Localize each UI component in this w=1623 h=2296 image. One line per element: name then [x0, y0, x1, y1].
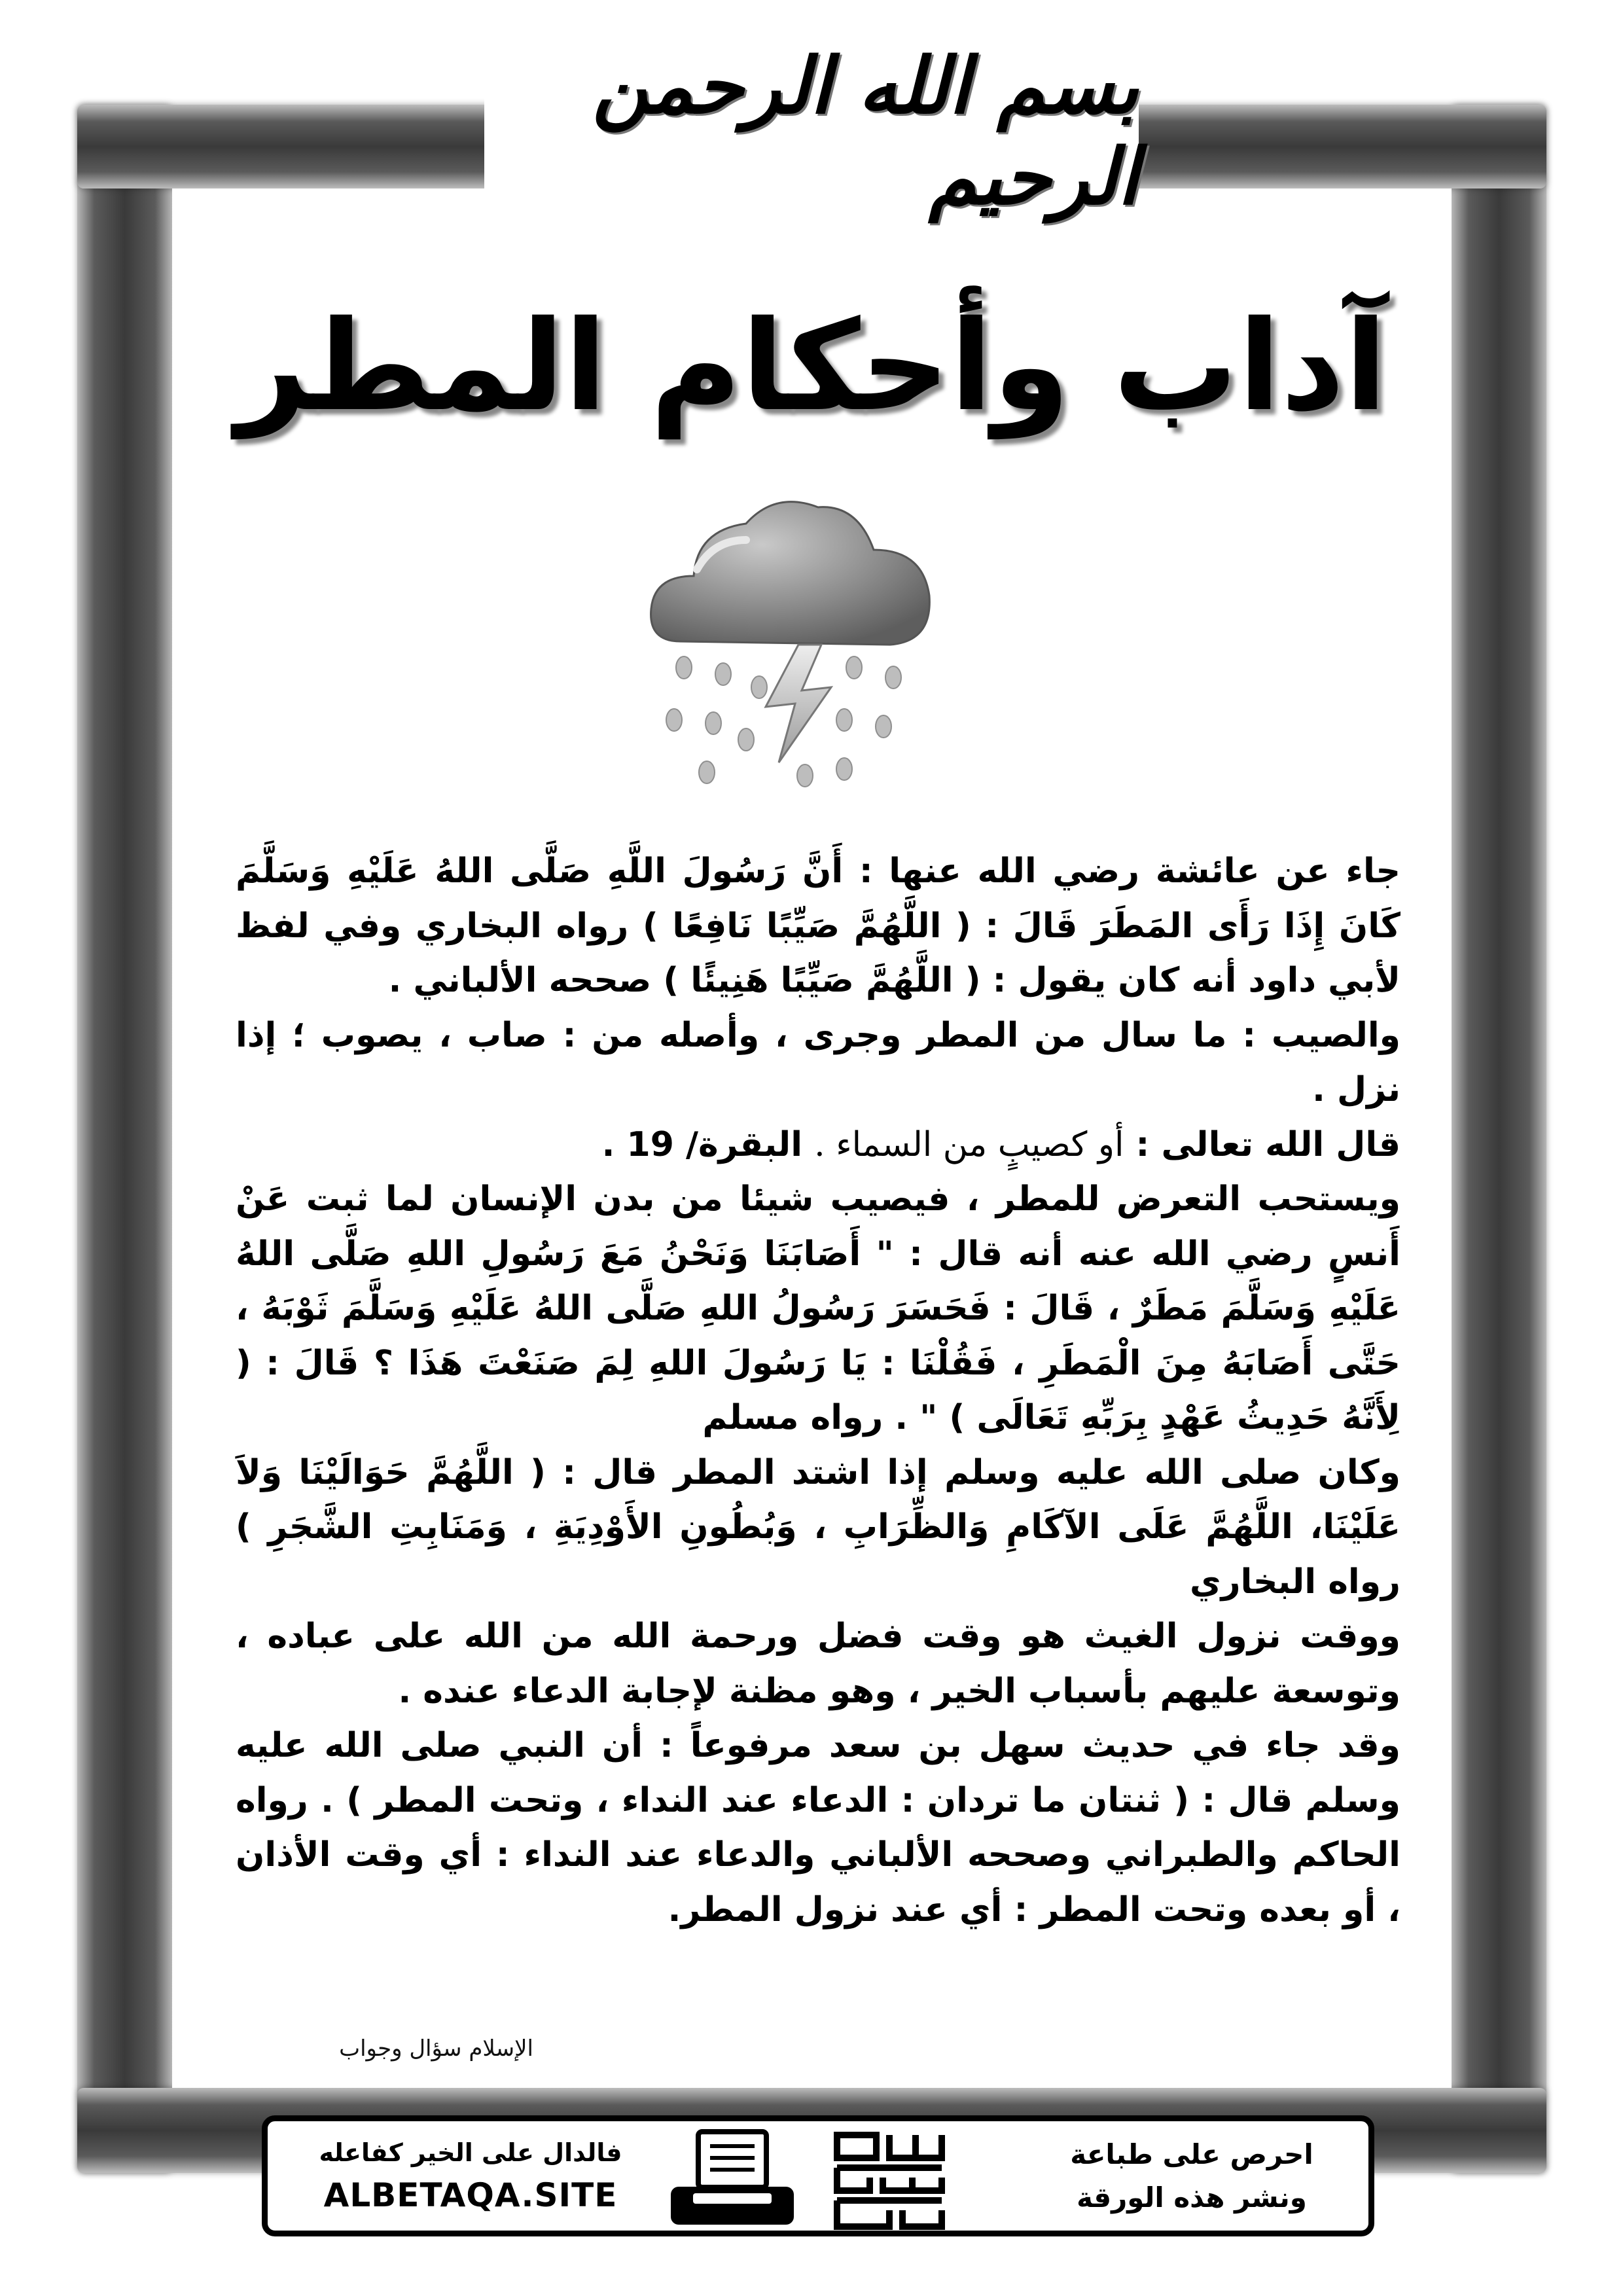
footer-print-line1: احرص على طباعة: [1070, 2138, 1313, 2170]
footer-print-line2: ونشر هذه الورقة: [1077, 2181, 1307, 2214]
paragraph-heavy-rain-dua: وكان صلى الله عليه وسلم إذا اشتد المطر قال : ( اللَّهُمَّ حَوَالَيْنَا وَلاَ عَلَيْنَا، اللَّهُمَّ عَلَى الآكَامِ وَالظِّرَابِ ، وَبُطُونِ الأَوْدِيَةِ ، وَمَنَابِتِ الشَّجَرِ ) رواه البخاري: [236, 1452, 1400, 1602]
printer-icon: [667, 2126, 798, 2231]
footer-right: [1035, 2133, 1349, 2225]
paragraph-quran-verse: [236, 1118, 1400, 1173]
footer-motto: فالدال على الخير كفاعله: [319, 2138, 622, 2167]
source-credit: الإسلام سؤال وجواب: [339, 2036, 533, 2062]
verse-text: أو كصيبٍ من السماء .: [814, 1124, 1124, 1164]
daawa-waraqa-logo: [830, 2125, 948, 2233]
paragraph-anas-hadith: ويستحب التعرض للمطر ، فيصيب شيئا من بدن الإنسان لما ثبت عَنْ أَنسٍ رضي الله عنه أنه قال : " أَصَابَنَا وَنَحْنُ مَعَ رَسُولِ اللهِ صَلَّى اللهُ عَلَيْهِ وَسَلَّمَ مَطَرٌ ، قَالَ : فَحَسَرَ رَسُولُ اللهِ صَلَّى اللهُ عَلَيْهِ وَسَلَّمَ ثَوْبَهُ ، حَتَّى أَصَابَهُ مِنَ الْمَطَرِ ، فَقُلْنَا : يَا رَسُولَ اللهِ لِمَ صَنَعْتَ هَذَا ؟ قَالَ : ( لِأَنَّهُ حَدِيثُ عَهْدٍ بِرَبِّهِ تَعَالَى ) " . رواه مسلم: [236, 1179, 1400, 1437]
basmala-calligraphy: بسم الله الرحمن الرحيم: [592, 40, 1139, 222]
article-body: [236, 844, 1400, 2075]
frame-left-bar: [77, 105, 172, 2173]
verse-label: قال الله تعالى :: [1135, 1124, 1400, 1164]
footer-site[interactable]: ALBETAQA.SITE: [323, 2176, 618, 2214]
paragraph-sayyib-definition: والصيب : ما سال من المطر وجرى ، وأصله من : صاب ، يصوب ؛ إذا نزل .: [236, 1015, 1400, 1109]
paragraph-aisha-hadith: جاء عن عائشة رضي الله عنها : أَنَّ رَسُولَ اللَّهِ صَلَّى اللهُ عَلَيْهِ وَسَلَّمَ كَانَ إِذَا رَأَى المَطَرَ قَالَ : ( اللَّهُمَّ صَيِّبًا نَافِعًا ) رواه البخاري وفي لفظ لأبي داود أنه كان يقول : ( اللَّهُمَّ صَيِّبًا هَنِيئًا ) صححه الألباني .: [236, 852, 1400, 1000]
storm-cloud-icon: [635, 478, 949, 805]
paragraph-time-of-rain: ووقت نزول الغيث هو وقت فضل ورحمة الله من الله على عباده ، وتوسعة عليهم بأسباب الخير ، وهو مظنة لإجابة الدعاء عنده .: [236, 1617, 1400, 1711]
page-title: آداب وأحكام المطر: [236, 294, 1387, 439]
verse-reference: البقرة/ 19 .: [601, 1124, 803, 1164]
paragraph-sahl-hadith: وقد جاء في حديث سهل بن سعد مرفوعاً : أن النبي صلى الله عليه وسلم قال : ( ثنتان ما تردان : الدعاء عند النداء ، وتحت المطر ) . رواه الحاكم والطبراني وصححه الألباني والدعاء عند النداء : أي وقت الأذان ، أو بعده وتحت المطر : أي عند نزول المطر.: [236, 1726, 1400, 1929]
frame-right-bar: [1452, 105, 1546, 2173]
footer-left: [287, 2133, 654, 2225]
footer-box: [262, 2115, 1374, 2236]
